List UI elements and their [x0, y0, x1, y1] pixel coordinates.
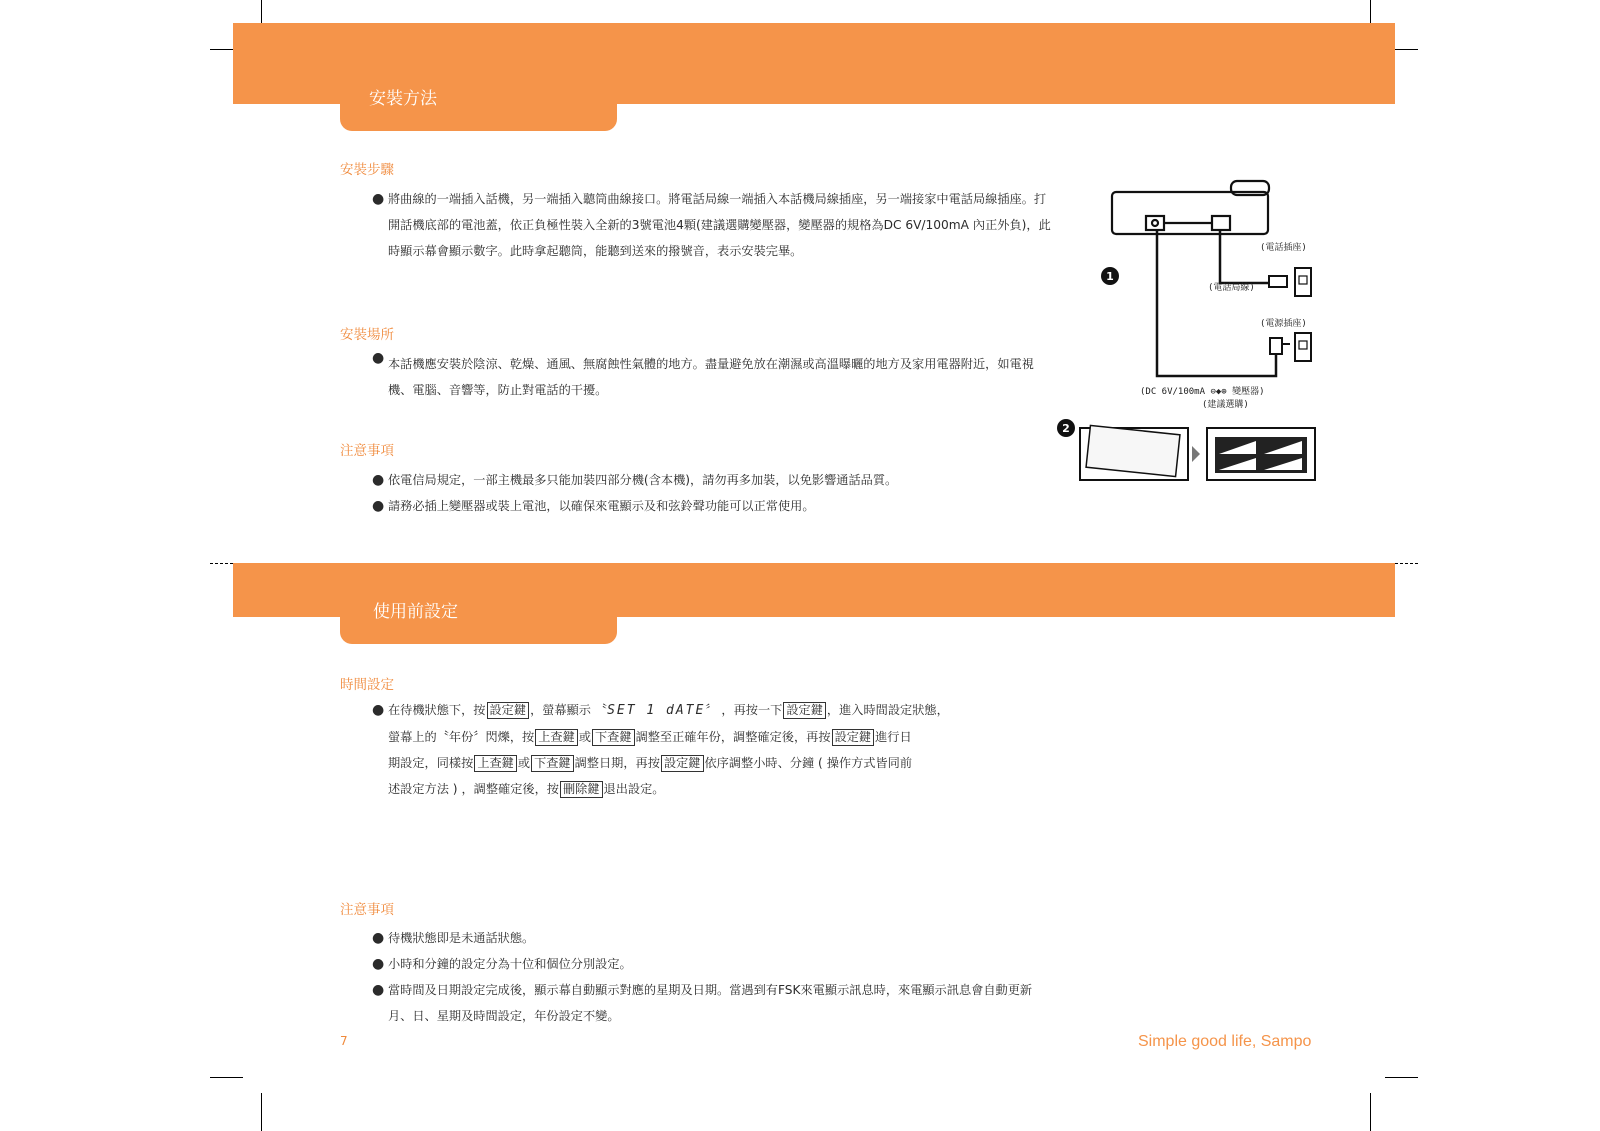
text-span: ，進入時間設定狀態，	[826, 703, 949, 717]
phone-icon	[1112, 181, 1269, 234]
svg-text:1: 1	[1106, 270, 1114, 283]
page-number: 7	[340, 1034, 348, 1048]
power-socket-icon	[1295, 333, 1311, 361]
notes-list	[372, 467, 1052, 519]
phone-socket-icon	[1295, 268, 1311, 296]
plug-icon	[1269, 276, 1287, 287]
up-key-label: 上查鍵	[535, 729, 578, 746]
list-item	[372, 493, 1052, 519]
bullet: ●	[372, 982, 385, 998]
set-key-label: 設定鍵	[661, 755, 704, 772]
bullet: ●	[372, 191, 385, 207]
bullet: ●	[372, 930, 385, 946]
label-recommend: (建議選購)	[1202, 400, 1249, 410]
text-span: 調整日期，再按	[574, 756, 660, 770]
label-power-socket: (電源插座)	[1260, 319, 1307, 329]
list-item	[372, 951, 1052, 977]
bullet: ●	[372, 350, 385, 366]
notes-heading: 注意事項	[340, 443, 394, 459]
note-text: 請務必插上變壓器或裝上電池，以確保來電顯示及和弦鈴聲功能可以正常使用。	[388, 499, 815, 513]
note-text: 待機狀態即是未通話狀態。	[388, 931, 535, 945]
text-span: 進行日	[875, 730, 912, 744]
adapter-text: 變壓器)	[1232, 387, 1265, 397]
text-span: ，螢幕顯示 〝	[530, 703, 608, 717]
set-key-label: 設定鍵	[487, 702, 530, 719]
svg-text:2: 2	[1062, 422, 1070, 435]
crop-mark	[1385, 1077, 1418, 1078]
list-item	[372, 925, 1052, 951]
time-setting-heading: 時間設定	[340, 677, 394, 693]
bullet: ●	[372, 472, 385, 488]
bullet: ●	[372, 702, 385, 718]
label-line: (電話局線)	[1208, 283, 1255, 293]
up-key-label: 上查鍵	[474, 755, 517, 772]
installation-diagram-svg	[1062, 178, 1370, 528]
section-title: 使用前設定	[373, 602, 458, 622]
note-text: 依電信局規定，一部主機最多只能加裝四部分機(含本機)，請勿再多加裝，以免影響通話品質。	[388, 473, 898, 487]
section-title: 安裝方法	[369, 89, 437, 109]
installation-diagram	[1062, 178, 1370, 528]
text-span: 螢幕上的〝年份〞閃爍，按	[388, 730, 535, 744]
adapter-icon	[1270, 338, 1282, 354]
delete-key-label: 刪除鍵	[560, 781, 603, 798]
line-cable	[1220, 230, 1269, 283]
power-cable	[1157, 230, 1276, 376]
list-item	[372, 977, 1052, 1029]
text-span: 期設定，同樣按	[388, 756, 474, 770]
polarity-icon: ⊖◆⊕	[1210, 387, 1227, 397]
adapter-spec-text: (DC 6V/100mA	[1140, 387, 1206, 397]
text-span: 或	[517, 756, 531, 770]
crop-mark	[1370, 1093, 1371, 1131]
bullet: ●	[372, 956, 385, 972]
note-text: 小時和分鐘的設定分為十位和個位分別設定。	[388, 957, 632, 971]
text-span: 述設定方法 ) ，調整確定後，按	[388, 782, 559, 796]
set-key-label: 設定鍵	[783, 702, 826, 719]
text-span: 依序調整小時、分鐘 ( 操作方式皆同前	[704, 756, 913, 770]
text-span: 退出設定。	[603, 782, 665, 796]
label-phone-socket: (電話插座)	[1260, 243, 1307, 253]
label-adapter-spec	[1140, 384, 1265, 397]
down-key-label: 下查鍵	[531, 755, 574, 772]
text-span: 或	[578, 730, 591, 744]
text-span: 在待機狀態下，按	[388, 703, 486, 717]
battery-cover-icon	[1086, 425, 1180, 476]
text-span: 調整至正確年份，調整確定後，再按	[635, 730, 831, 744]
crop-mark	[210, 1077, 243, 1078]
bullet: ●	[372, 498, 385, 514]
lcd-display-text: SET 1 dATE	[607, 703, 706, 718]
set-key-label: 設定鍵	[832, 729, 875, 746]
install-location-text: 本話機應安裝於陰涼、乾燥、通風、無腐蝕性氣體的地方。盡量避免放在潮濕或高溫曝曬的地方及家用電器附近，如電視機、電腦、音響等，防止對電話的干擾。	[388, 357, 1034, 397]
install-steps-text: 將曲線的一端插入話機，另一端插入聽筒曲線接口。將電話局線一端插入本話機局線插座，另一端接家中電話局線插座。打開話機底部的電池蓋，依正負極性裝入全新的3號電池4顆(建議選購變壓器，變壓器的規格為DC 6V/100mA 內正外負)，此時顯示幕會顯示數字。此時拿起聽筒，能聽到送來的撥號音，表示安裝完畢。	[388, 192, 1051, 258]
install-location-heading: 安裝場所	[340, 327, 394, 343]
install-location-paragraph	[372, 351, 1052, 403]
notes-list	[372, 925, 1052, 1029]
down-key-label: 下查鍵	[592, 729, 635, 746]
arrow-right-icon	[1192, 446, 1200, 462]
crop-mark	[261, 1093, 262, 1131]
install-steps-paragraph	[372, 186, 1052, 264]
time-setting-text	[388, 697, 1062, 802]
install-steps-heading: 安裝步驟	[340, 162, 394, 178]
list-item	[372, 467, 1052, 493]
note-text: 當時間及日期設定完成後，顯示幕自動顯示對應的星期及日期。當遇到有FSK來電顯示訊息時，來電顯示訊息會自動更新月、日、星期及時間設定，年份設定不變。	[388, 983, 1033, 1023]
notes-heading: 注意事項	[340, 902, 394, 918]
text-span: 〞 ，再按一下	[705, 703, 783, 717]
time-setting-paragraph	[372, 697, 1062, 802]
slogan: Simple good life, Sampo	[1138, 1033, 1312, 1050]
